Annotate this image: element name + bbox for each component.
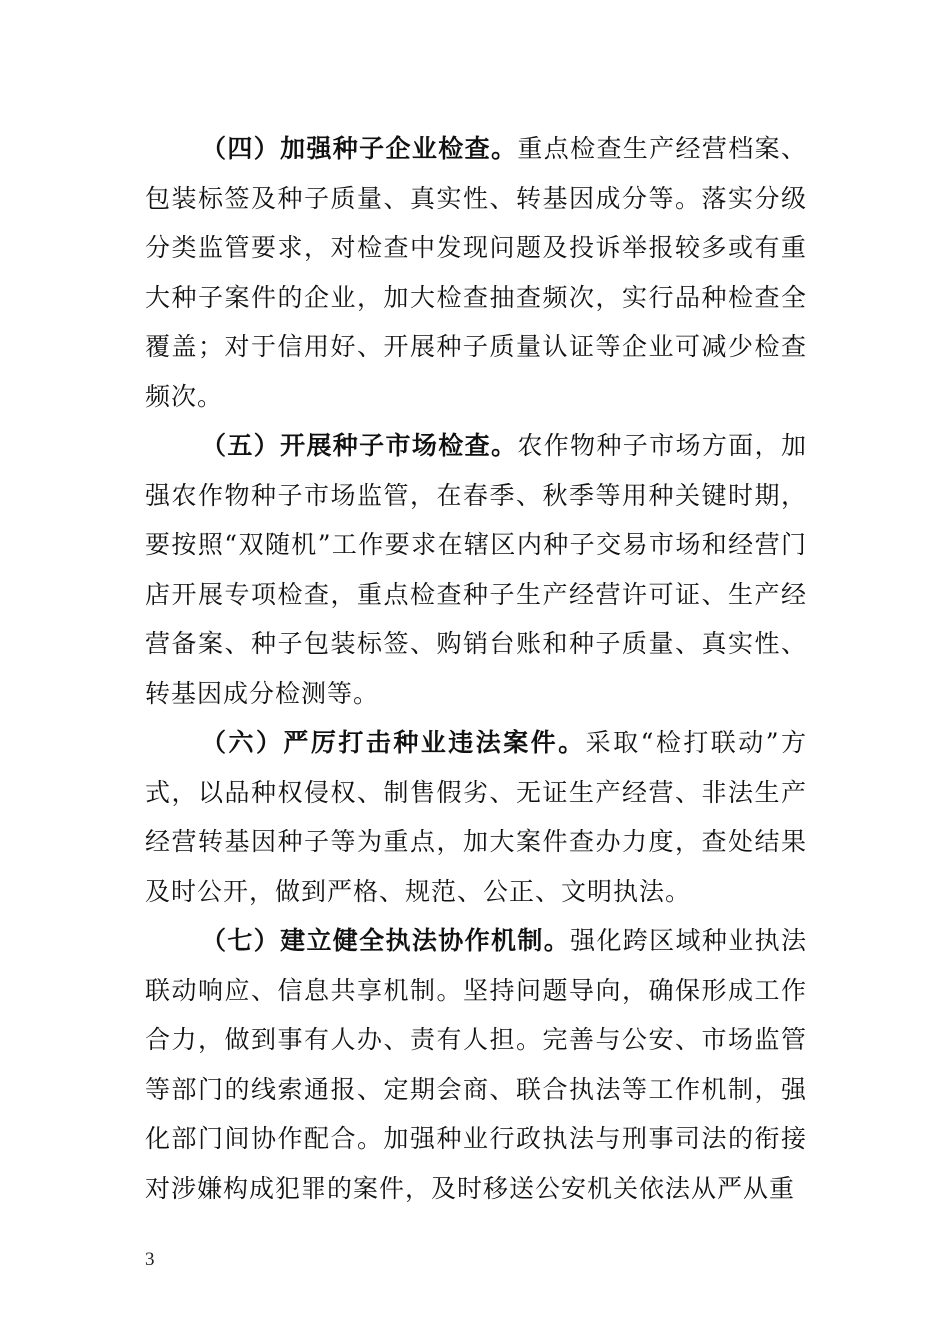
paragraph-5: [145, 421, 807, 718]
paragraph-text: 重点检查生产经营档案、包装标签及种子质量、真实性、转基因成分等。落实分级分类监管要求，对检查中发现问题及投诉举报较多或有重大种子案件的企业，加大检查抽查频次，实行品种检查全覆盖；对于信用好、开展种子质量认证等企业可减少检查频次。: [145, 134, 807, 411]
body-text: [145, 124, 807, 1213]
paragraph-6: [145, 718, 807, 916]
paragraph-text: 强化跨区域种业执法联动响应、信息共享机制。坚持问题导向，确保形成工作合力，做到事有人办、责有人担。完善与公安、市场监管等部门的线索通报、定期会商、联合执法等工作机制，强化部门间协作配合。加强种业行政执法与刑事司法的衔接对涉嫌构成犯罪的案件，及时移送公安机关依法从严从重: [145, 926, 807, 1203]
paragraph-heading: （七）建立健全执法协作机制。: [201, 926, 571, 955]
paragraph-7: [145, 916, 807, 1213]
paragraph-text: 农作物种子市场方面，加强农作物种子市场监管，在春季、秋季等用种关键时期，要按照“双随机”工作要求在辖区内种子交易市场和经营门店开展专项检查，重点检查种子生产经营许可证、生产经营备案、种子包装标签、购销台账和种子质量、真实性、转基因成分检测等。: [145, 431, 807, 708]
paragraph-heading: （四）加强种子企业检查。: [201, 134, 518, 163]
paragraph-text: 采取“检打联动”方式，以品种权侵权、制售假劣、无证生产经营、非法生产经营转基因种子等为重点，加大案件查办力度，查处结果及时公开，做到严格、规范、公正、文明执法。: [145, 728, 807, 906]
paragraph-heading: （五）开展种子市场检查。: [201, 431, 518, 460]
paragraph-heading: （六）严厉打击种业违法案件。: [201, 728, 586, 757]
paragraph-4: [145, 124, 807, 421]
page-number: 3: [145, 1249, 155, 1270]
